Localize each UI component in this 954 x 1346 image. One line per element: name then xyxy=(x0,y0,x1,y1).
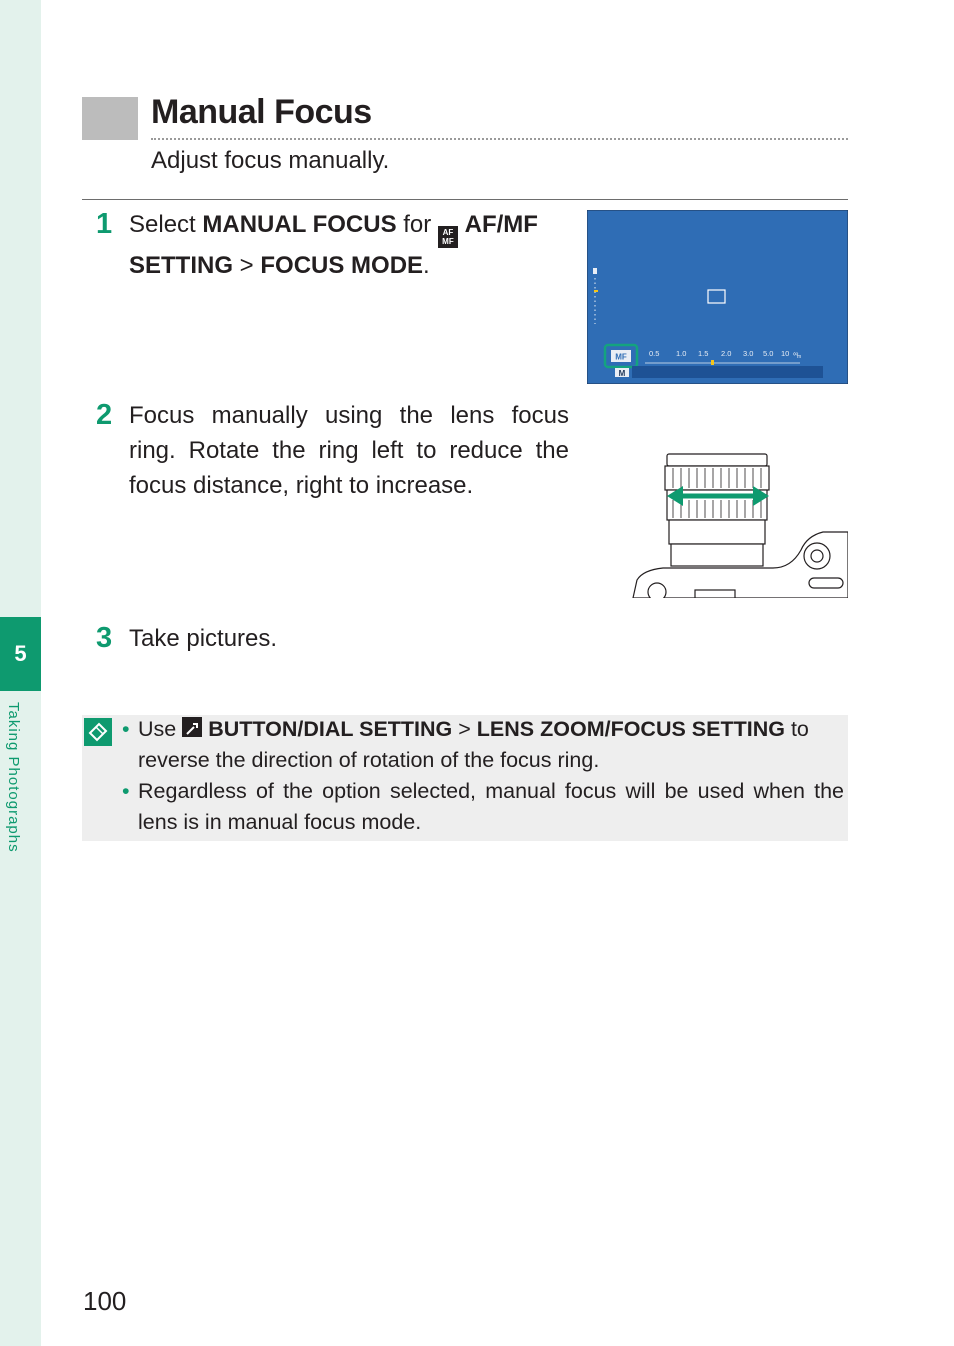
step-number-2: 2 xyxy=(96,399,113,431)
note-pencil-icon xyxy=(84,718,112,746)
step1-period: . xyxy=(423,252,430,279)
button-dial-setting-label: BUTTON/DIAL SETTING xyxy=(208,717,453,741)
step1-text-b: for xyxy=(396,211,438,238)
step1-separator: > xyxy=(233,252,261,279)
focus-scale-label: ∞ xyxy=(793,349,799,358)
title-marker xyxy=(82,97,138,140)
focus-scale-label: 2.0 xyxy=(721,349,732,358)
focus-scale-label: 10 xyxy=(781,349,790,358)
afmf-menu-icon xyxy=(438,226,458,248)
focus-scale-label: 0.5 xyxy=(649,349,660,358)
afmf-icon-top: AF xyxy=(442,228,454,237)
note2-text: Regardless of the option selected, manual focus will be used when the lens is in manual focus mode. xyxy=(138,779,844,834)
focus-scale-label: 1.5 xyxy=(698,349,709,358)
step-number-1: 1 xyxy=(96,208,113,240)
chapter-number: 5 xyxy=(14,641,27,666)
bullet-dot: • xyxy=(122,717,130,741)
note1-text-a: Use xyxy=(138,717,183,741)
chapter-label: Taking Photographs xyxy=(5,702,22,853)
bullet-dot: • xyxy=(122,779,130,803)
camera-lcd-screen xyxy=(587,210,848,384)
camera-lens-illustration xyxy=(623,452,848,598)
manual-focus-label: MANUAL FOCUS xyxy=(202,211,397,238)
note1-separator: > xyxy=(452,717,477,741)
section-rule xyxy=(82,199,848,200)
note1-text-b: to reverse the direction of rotation of the focus ring. xyxy=(138,717,809,772)
afmf-icon-bottom: MF xyxy=(442,237,454,246)
title-divider xyxy=(151,138,848,140)
afmf-setting-label: AF/MF SETTING xyxy=(129,211,538,279)
chapter-tab xyxy=(0,617,41,691)
focus-scale-label: 3.0 xyxy=(743,349,754,358)
page-title: Manual Focus xyxy=(151,93,372,131)
lens-zoom-focus-label: LENS ZOOM/FOCUS SETTING xyxy=(476,717,785,741)
focus-scale-label: 5.0 xyxy=(763,349,774,358)
note-bullet-1 xyxy=(122,714,844,776)
focus-scale-unit: m xyxy=(797,354,802,360)
mf-badge: MF xyxy=(615,352,627,362)
step-text-2: Focus manually using the lens focus ring. Rotate the ring left to reduce the focus distance, right to increase. xyxy=(129,402,569,499)
page-subtitle: Adjust focus manually. xyxy=(151,147,390,174)
page-number: 100 xyxy=(83,1286,127,1316)
note-bullet-2 xyxy=(122,776,844,838)
step-number-3: 3 xyxy=(96,622,113,654)
m-badge: M xyxy=(618,369,626,378)
step-text-1 xyxy=(129,207,569,283)
focus-scale-label: 1.0 xyxy=(676,349,687,358)
focus-mode-label: FOCUS MODE xyxy=(260,252,424,279)
step1-text-a: Select xyxy=(129,211,203,238)
step-text-3: Take pictures. xyxy=(129,625,278,652)
wrench-setup-icon xyxy=(182,717,202,737)
